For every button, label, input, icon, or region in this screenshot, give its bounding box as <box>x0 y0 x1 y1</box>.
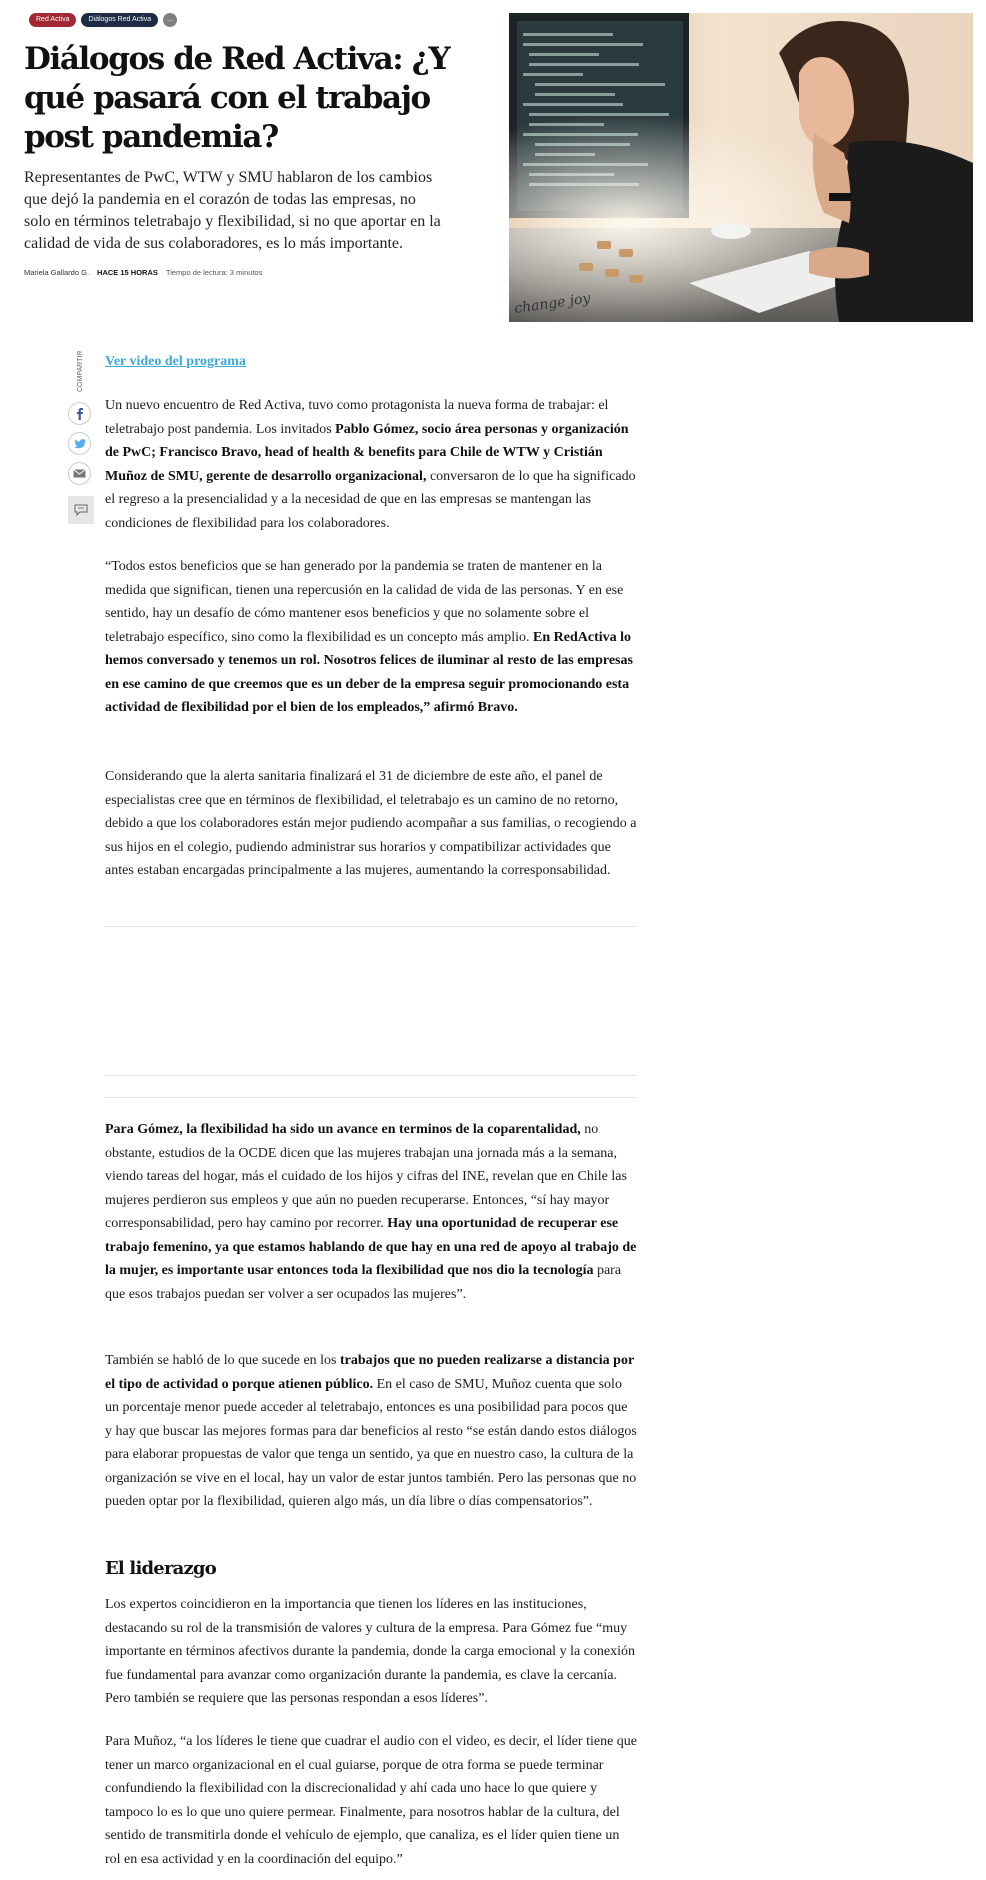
author-name[interactable]: Mariela Gallardo G. <box>24 268 90 277</box>
svg-text:change joy: change joy <box>513 290 592 317</box>
section-heading: El liderazgo <box>105 1558 216 1579</box>
text-run: Considerando que la alerta sanitaria finalizará el 31 de diciembre de este año, el panel de especialistas cree que en términos de flexibilidad, el teletrabajo es un camino de no retorno, debido a que los colaboradores están mejor pudiendo acompañar a sus familias, o recogiendo a sus hijos en el colegio, pudiendo administrar sus horarios y compatibilizar actividades que antes estaban encargadas principalmente a las mujeres, aumentando la corresponsabilidad. <box>105 769 637 878</box>
email-icon <box>73 469 86 478</box>
share-label: COMPARTIR <box>77 350 84 392</box>
byline <box>24 268 262 277</box>
publish-time: HACE 15 HORAS <box>97 268 158 277</box>
category-tags <box>29 13 177 27</box>
twitter-icon <box>74 439 86 449</box>
tag-red-activa[interactable]: Red Activa <box>29 13 76 27</box>
text-run: “Todos estos beneficios que se han generado por la pandemia se traten de mantener en la medida que significan, tienen una repercusión en la calidad de vida de las personas. Y en ese sentido, hay un desafío de cómo mantener esos beneficios y que no solamente sobre el teletrabajo específico, sino como la flexibilidad es un concepto más amplio. <box>105 559 624 645</box>
comments-button[interactable] <box>68 496 94 524</box>
text-run: no obstante, estudios de la OCDE dicen que las mujeres trabajan una jornada más a la semana, viendo tareas del hogar, más el cuidado de los hijos y cifras del INE, revelan que en Chile las mujeres perdieron sus empleos y que aún no pueden recuperarse. Entonces, “sí hay mayor corresponsabilidad, pero hay camino por recorrer. <box>105 1122 627 1231</box>
article-paragraph <box>105 1118 637 1306</box>
article-paragraph <box>105 394 637 535</box>
twitter-share-button[interactable] <box>68 432 91 455</box>
comment-icon <box>74 504 88 516</box>
text-run: En el caso de SMU, Muñoz cuenta que solo un porcentaje menor puede acceder al teletrabajo, entonces es una posibilidad para pocos que y hay que buscar las mejores formas para dar beneficios al resto “se están dando estos diálogos para elaborar propuestas de valor que tenga un sentido, ya que en nuestro caso, la cultura de la organización se vive en el local, hay un valor de estar juntos también. Pero las personas que no pueden optar por la flexibilidad, quieren algo más, un día libre o días compensatorios”. <box>105 1376 637 1509</box>
bold-run: En RedActiva lo hemos conversado y tenemos un rol. Nosotros felices de iluminar al resto de las empresas en ese camino de que creemos que es un deber de la empresa seguir promocionando esta actividad de flexibilidad por el bien de los empleados,” afirmó Bravo. <box>105 629 633 715</box>
article-paragraph <box>105 1593 637 1711</box>
bold-run: Para Gómez, la flexibilidad ha sido un avance en terminos de la coparentalidad, <box>105 1122 581 1137</box>
text-run: También se habló de lo que sucede en los <box>105 1353 341 1368</box>
article-paragraph <box>105 1349 637 1514</box>
facebook-icon <box>75 408 85 420</box>
tag-more[interactable]: ... <box>163 13 177 27</box>
article-paragraph <box>105 765 637 883</box>
video-program-link[interactable]: Ver video del programa <box>105 354 246 369</box>
divider <box>105 926 637 927</box>
divider <box>105 1075 637 1076</box>
article-paragraph <box>105 555 637 720</box>
facebook-share-button[interactable] <box>68 402 91 425</box>
bold-run: trabajos que no pueden realizarse a distancia por el tipo de actividad o porque atienen público. <box>105 1353 634 1392</box>
article-paragraph <box>105 1730 637 1871</box>
text-run: Los expertos coincidieron en la importancia que tienen los líderes en las instituciones, destacando su rol de la transmisión de valores y cultura de la empresa. Para Gómez fue “muy importante en términos afectivos durante la pandemia, donde la carga emocional y la conexión fue fundamental para avanzar como organización durante la pandemia, es clave la cercanía. Pero también se requiere que las personas respondan a esos líderes”. <box>105 1597 635 1706</box>
article-title: Diálogos de Red Activa: ¿Y qué pasará con el trabajo post pandemia? <box>24 41 450 155</box>
bold-run: Pablo Gómez, socio área personas y organización de PwC; Francisco Bravo, head of health & benefits para Chile de WTW y Cristián Muñoz de SMU, gerente de desarrollo organizacional, <box>105 421 629 484</box>
reading-time: Tiempo de lectura: 3 minutos <box>165 268 263 277</box>
tag-dialogos-red-activa[interactable]: Diálogos Red Activa <box>81 13 158 27</box>
bold-run: Hay una oportunidad de recuperar ese trabajo femenino, ya que estamos hablando de que hay en una red de apoyo al trabajo de la mujer, es importante usar entonces toda la flexibilidad que nos dio la tecnología <box>105 1216 637 1278</box>
hero-illustration <box>509 13 973 322</box>
article-lede: Representantes de PwC, WTW y SMU hablaron de los cambios que dejó la pandemia en el corazón de todas las empresas, no solo en términos teletrabajo y flexibilidad, si no que aportar en la calidad de vida de sus colaboradores, es lo más importante. <box>24 169 441 252</box>
text-run: conversaron de lo que ha significado el regreso a la presencialidad y a la necesidad de que en las empresas se mantengan las condiciones de flexibilidad para los colaboradores. <box>105 468 636 531</box>
text-run: Un nuevo encuentro de Red Activa, tuvo como protagonista la nueva forma de trabajar: el teletrabajo post pandemia. Los invitados <box>105 398 609 437</box>
hero-image <box>509 13 973 322</box>
text-run: para que esos trabajos puedan ser volver a ser ocupados las mujeres”. <box>105 1263 622 1302</box>
divider <box>105 1097 637 1098</box>
email-share-button[interactable] <box>68 462 91 485</box>
text-run: Para Muñoz, “a los líderes le tiene que cuadrar el audio con el video, es decir, el líder tiene que tener un marco organizacional en el cual guiarse, porque de otra forma se puede terminar confundiendo la flexibilidad con la discrecionalidad y ahí cada uno hace lo que quiere y tampoco lo es lo que uno quiere permear. Finalmente, para nosotros hablar de la cultura, del sentido de transmitirla donde el vehículo de ejemplo, que canaliza, es el líder quien tiene un rol en esa actividad y en la coordinación del equipo.” <box>105 1734 637 1867</box>
